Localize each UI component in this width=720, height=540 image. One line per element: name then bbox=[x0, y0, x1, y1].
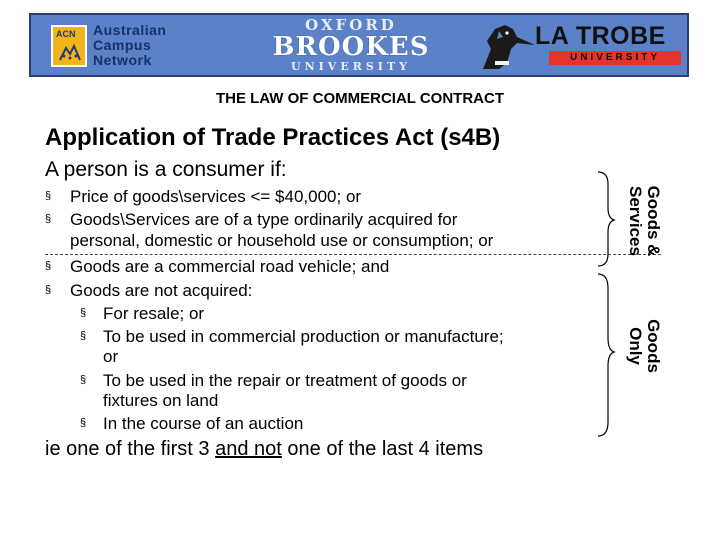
goods-only-line-2: Only bbox=[626, 327, 645, 365]
summary-text bbox=[45, 438, 483, 461]
bullet-marker: § bbox=[45, 260, 52, 272]
goods-only-label bbox=[626, 316, 662, 376]
bullet-marker: § bbox=[45, 190, 52, 202]
brace-goods-services bbox=[598, 172, 614, 266]
goods-services-line-1: Goods & bbox=[644, 185, 663, 257]
sub-item-production-cont: or bbox=[103, 347, 119, 366]
sub-bullet-marker: § bbox=[80, 330, 87, 342]
bullet-marker: § bbox=[45, 284, 52, 296]
oxford-brookes-logo bbox=[251, 17, 451, 75]
brookes-main-text: BROOKES bbox=[272, 32, 430, 62]
bullet-marker: § bbox=[45, 213, 52, 225]
pelican-icon bbox=[477, 19, 537, 73]
logo-banner bbox=[29, 13, 689, 77]
summary-underlined: and not bbox=[215, 438, 282, 460]
sub-bullet-marker: § bbox=[80, 374, 87, 386]
acn-line-1: Australian bbox=[93, 22, 167, 38]
sub-item-repair: To be used in the repair or treatment of goods or bbox=[103, 371, 467, 390]
sub-item-repair-cont: fixtures on land bbox=[103, 391, 219, 410]
goods-services-line-2: Services bbox=[626, 186, 645, 256]
list-item-price: Price of goods\services <= $40,000; or bbox=[70, 187, 362, 206]
acn-logo bbox=[51, 23, 191, 71]
list-item-type-cont: personal, domestic or household use or consumption; or bbox=[70, 231, 494, 250]
summary-pre: ie one of the first 3 bbox=[45, 438, 216, 460]
summary-post: one of the last 4 items bbox=[281, 438, 484, 460]
grouping-braces bbox=[596, 170, 616, 440]
sub-item-resale: For resale; or bbox=[103, 304, 205, 323]
course-title: THE LAW OF COMMERCIAL CONTRACT bbox=[215, 90, 505, 107]
list-item-type: Goods\Services are of a type ordinarily acquired for bbox=[70, 210, 458, 229]
acn-line-2: Campus bbox=[93, 37, 152, 53]
list-item-vehicle: Goods are a commercial road vehicle; and bbox=[70, 257, 390, 276]
sub-bullet-marker: § bbox=[80, 307, 87, 319]
la-trobe-university-text: UNIVERSITY bbox=[569, 52, 660, 63]
la-trobe-name: LA TROBE bbox=[535, 22, 666, 50]
brace-goods-only bbox=[598, 274, 614, 436]
acn-wordmark bbox=[93, 23, 166, 68]
brookes-bottom-text: UNIVERSITY bbox=[291, 60, 411, 73]
acn-emblem-text: ACN bbox=[56, 29, 76, 39]
goods-services-label bbox=[626, 181, 662, 261]
la-trobe-logo bbox=[477, 19, 683, 73]
goods-only-line-1: Goods bbox=[644, 319, 663, 373]
brookes-top-text: OXFORD bbox=[305, 16, 397, 34]
sub-bullet-marker: § bbox=[80, 417, 87, 429]
sub-item-production: To be used in commercial production or manufacture; bbox=[103, 327, 504, 346]
section-divider bbox=[45, 254, 661, 255]
slide-title: Application of Trade Practices Act (s4B) bbox=[45, 124, 501, 151]
lead-text: A person is a consumer if: bbox=[45, 158, 287, 181]
sub-item-auction: In the course of an auction bbox=[103, 414, 304, 433]
acn-emblem bbox=[51, 25, 87, 67]
acn-mark-icon bbox=[58, 42, 82, 62]
acn-line-3: Network bbox=[93, 52, 152, 68]
list-item-not-acquired: Goods are not acquired: bbox=[70, 281, 253, 300]
